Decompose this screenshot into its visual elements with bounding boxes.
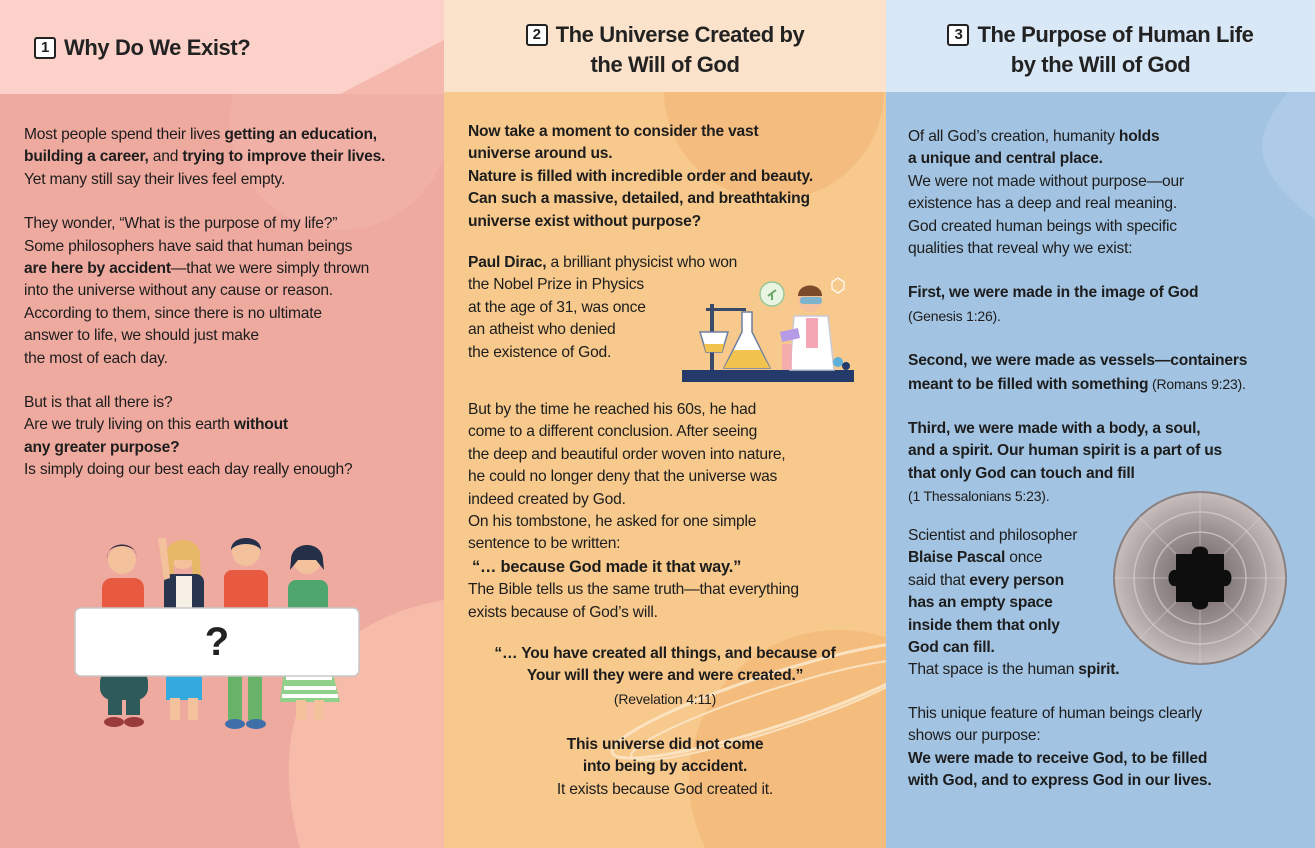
panel3-closing: This unique feature of human beings clearly shows our purpose: We were made to receive God, to be filled with God, and to express God in our lives. xyxy=(908,705,1212,790)
section-number-badge: 1 xyxy=(34,37,56,59)
sign-question-mark: ? xyxy=(204,620,230,664)
panel2-dirac: Paul Dirac, a brilliant physicist who won the Nobel Prize in Physics at the age of 31, was once an atheist who denied the existence of God. xyxy=(468,254,738,361)
panel2-title: 2 The Universe Created by the Will of God xyxy=(444,20,886,80)
header-corner-shape xyxy=(340,0,444,94)
panel2-later: But by the time he reached his 60s, he had come to a different conclusion. After seeing the deep and beautiful order woven into nature, he could no longer deny that the universe was indeed created by God. On his tombstone, he asked for one simple sentence to be written: “… because God made it that way.” The Bible tells us the same truth—that everything exists because of God’s will. xyxy=(468,401,799,621)
panel-universe-created xyxy=(444,0,886,848)
panel3-pascal: Scientist and philosopher Blaise Pascal once said that every person has an empty space inside them that only God can fill. That space is the human spirit. xyxy=(908,527,1120,679)
puzzle-illustration xyxy=(1112,490,1288,666)
section-number-badge: 2 xyxy=(526,24,548,46)
panel2-closing: This universe did not come into being by accident. It exists because God created it. xyxy=(556,736,774,798)
panel-why-do-we-exist xyxy=(0,0,444,848)
panel1-title: 1 Why Do We Exist? xyxy=(34,33,250,63)
panel3-body: Of all God’s creation, humanity holds a unique and central place. We were not made without purpose—our existence has a deep and real meaning. God created human beings with specific qualities that reveal why we exist: First, we were made in the image of God (Genesis 1:26). Second, we were made as vessels—containers meant to be filled with something (Romans 9:23). Third, we were made with a body, a soul, and a spirit. Our human spirit is a part of us that only God can touch and fill (1 Thessalonians 5:23). xyxy=(908,128,1248,505)
panel2-intro: Now take a moment to consider the vast universe around us. Nature is filled with incredible order and beauty. Can such a massive, detailed, and breathtaking universe exist without purpose? xyxy=(468,123,813,230)
panel2-quote: “… You have created all things, and because of Your will they were and were created.” (Revelation 4:11) xyxy=(494,645,836,707)
panel-purpose-of-human-life xyxy=(886,0,1315,848)
panel1-body: Most people spend their lives getting an education, building a career, and trying to improve their lives. Yet many still say their lives feel empty. They wonder, “What is the purpose of my life?” Some philosophers have said that human beings are here by accident—that we were simply thrown into the universe without any cause or reason. According to them, since there is no ultimate answer to life, we should just make the most of each day. But is that all there is? Are we truly living on this earth without any greater purpose? Is simply doing our best each day really enough? xyxy=(24,126,386,479)
panel3-title: 3 The Purpose of Human Life by the Will of God xyxy=(886,20,1315,80)
scientist-illustration xyxy=(682,272,854,384)
section-number-badge: 3 xyxy=(947,24,969,46)
